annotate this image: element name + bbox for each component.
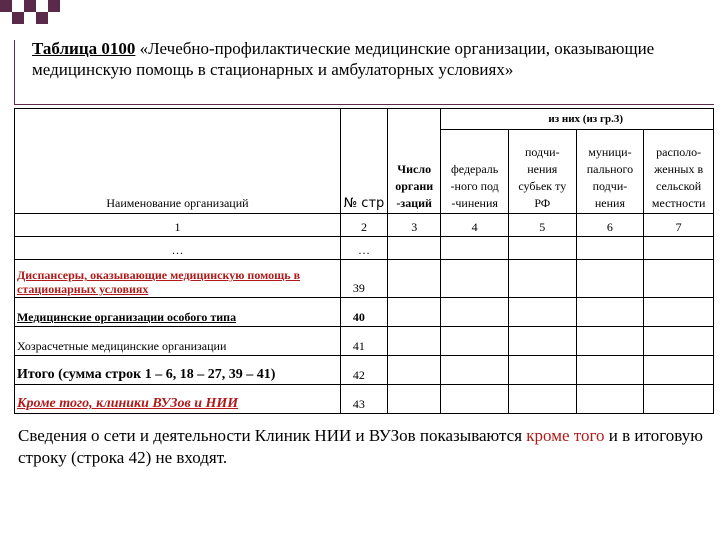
checker-decoration [0, 0, 60, 24]
col-number: 7 [644, 214, 714, 237]
table-row [15, 298, 714, 327]
header-row-number: № стр [340, 109, 387, 214]
header-municipal: муници- пального подчи- нения [576, 130, 644, 214]
column-numbers-row [15, 214, 714, 237]
title-left-rule [14, 40, 15, 104]
col-number: 5 [508, 214, 576, 237]
row-number: 40 [340, 298, 387, 327]
col-number: 1 [15, 214, 341, 237]
header-federal: федераль -ного под -чинения [441, 130, 509, 214]
col-number: 3 [388, 214, 441, 237]
table-caption: «Лечебно-профилактические медицинские организации, оказывающие медицинскую помощь в стационарных и амбулаторных условиях» [32, 39, 655, 79]
footnote: Сведения о сети и деятельности Клиник НИИ и ВУЗов показываются кроме того и в итоговую строку (строка 42) не входят. [18, 426, 703, 467]
row-name: Кроме того, клиники ВУЗов и НИИ [15, 385, 341, 414]
col-number: 2 [340, 214, 387, 237]
ellipsis-num: … [340, 237, 387, 260]
row-number: 42 [340, 356, 387, 385]
header-group: из них (из гр.3) [441, 109, 714, 130]
table-number: Таблица 0100 [32, 39, 136, 58]
row-name: Диспансеры, оказывающие медицинскую помощь в стационарных условиях [15, 260, 341, 298]
header-subject: подчи- нения субьек ту РФ [508, 130, 576, 214]
header-name: Наименование организаций [15, 109, 341, 214]
row-number: 43 [340, 385, 387, 414]
slide-title [32, 38, 672, 80]
header-rural: располо- женных в сельской местности [644, 130, 714, 214]
row-name: Итого (сумма строк 1 – 6, 18 – 27, 39 – 41) [15, 356, 341, 385]
row-name: Хозрасчетные медицинские организации [15, 327, 341, 356]
col-number: 4 [441, 214, 509, 237]
title-bottom-rule [14, 104, 714, 105]
ellipsis-row [15, 237, 714, 260]
ellipsis-name: … [15, 237, 341, 260]
row-name: Медицинские организации особого типа [15, 298, 341, 327]
table-row [15, 260, 714, 298]
table-row [15, 385, 714, 414]
col-number: 6 [576, 214, 644, 237]
header-count: Число органи -заций [388, 109, 441, 214]
report-table [14, 108, 714, 414]
table-row [15, 327, 714, 356]
row-number: 39 [340, 260, 387, 298]
table-row [15, 356, 714, 385]
row-number: 41 [340, 327, 387, 356]
footnote-highlight: кроме того [526, 426, 605, 445]
